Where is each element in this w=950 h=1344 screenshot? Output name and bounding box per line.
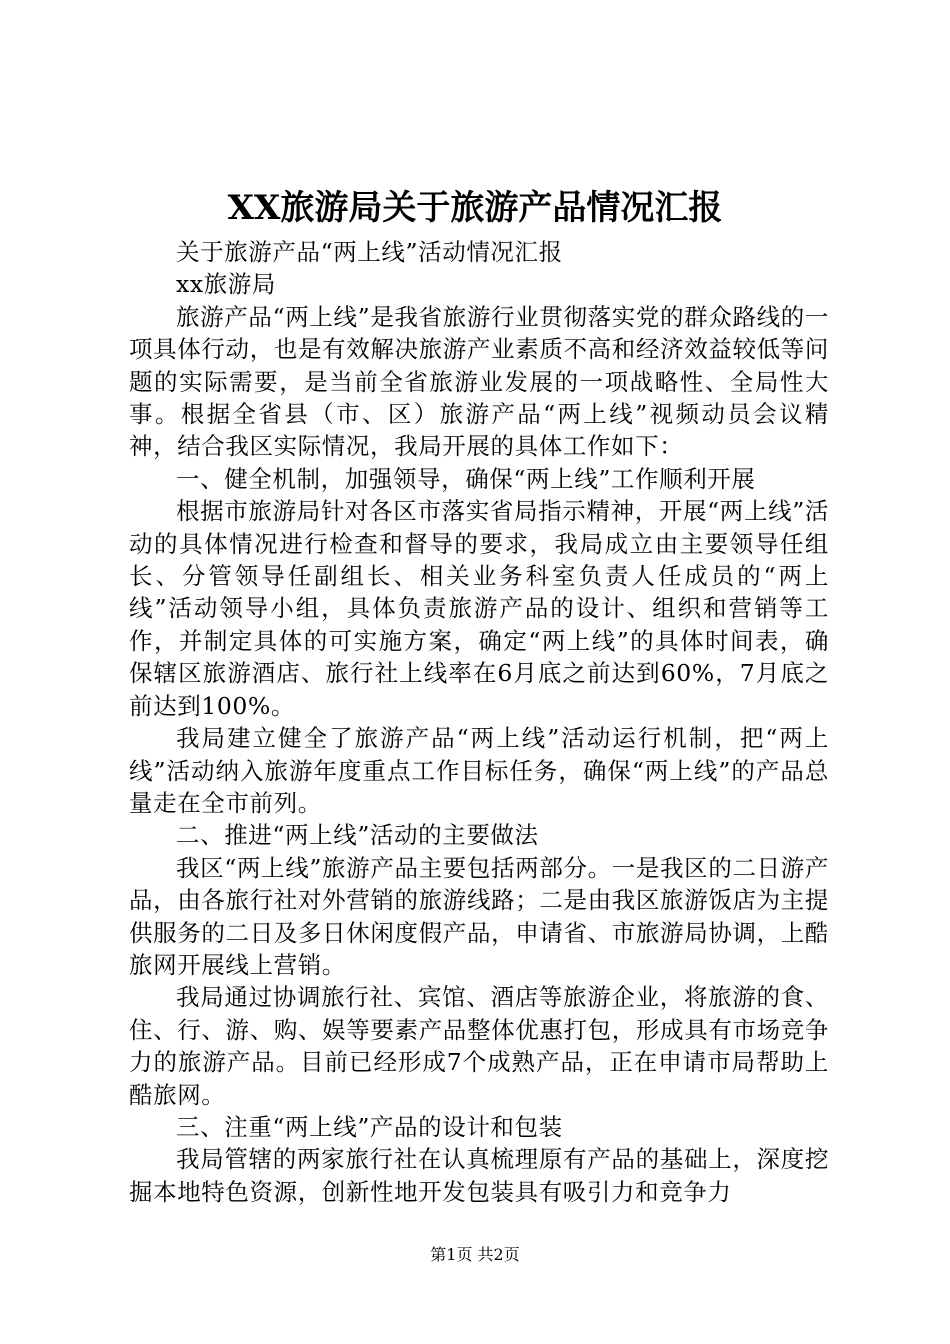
- issuing-organization: xx旅游局: [176, 270, 277, 299]
- report-subtitle: 关于旅游产品“两上线”活动情况汇报: [176, 238, 563, 266]
- intro-paragraph: 旅游产品“两上线”是我省旅游行业贯彻落实党的群众路线的一项具体行动，也是有效解决旅游产业素质不高和经济效益较低等问题的实际需要，是当前全省旅游业发展的一项战略性、全局性大事。根据全省县（市、区）旅游产品“两上线”视频动员会议精神，结合我区实际情况，我局开展的具体工作如下：: [129, 302, 829, 461]
- section-2-paragraph-1: 我区“两上线”旅游产品主要包括两部分。一是我区的二日游产品，由各旅行社对外营销的旅游线路；二是由我区旅游饭店为主提供服务的二日及多日休闲度假产品，申请省、市旅游局协调，上酷旅网开展线上营销。: [129, 853, 829, 979]
- section-1-paragraph-2: 我局建立健全了旅游产品“两上线”活动运行机制，把“两上线”活动纳入旅游年度重点工作目标任务，确保“两上线”的产品总量走在全市前列。: [129, 724, 829, 817]
- section-heading-1: 一、健全机制，加强领导，确保“两上线”工作顺利开展: [176, 464, 756, 493]
- document-title: XX旅游局关于旅游产品情况汇报: [227, 188, 723, 228]
- page-footer: 第1页 共2页: [430, 1245, 520, 1264]
- section-heading-3: 三、注重“两上线”产品的设计和包装: [176, 1112, 563, 1141]
- document-body: [129, 236, 829, 1208]
- section-2-paragraph-2: 我局通过协调旅行社、宾馆、酒店等旅游企业，将旅游的食、住、行、游、购、娱等要素产品整体优惠打包，形成具有市场竞争力的旅游产品。目前已经形成7个成熟产品，正在申请市局帮助上酷旅网。: [129, 983, 829, 1109]
- section-3-paragraph-1: 我局管辖的两家旅行社在认真梳理原有产品的基础上，深度挖掘本地特色资源，创新性地开发包装具有吸引力和竞争力: [129, 1145, 829, 1206]
- section-heading-2: 二、推进“两上线”活动的主要做法: [176, 821, 539, 850]
- section-1-paragraph-1: 根据市旅游局针对各区市落实省局指示精神，开展“两上线”活动的具体情况进行检查和督导的要求，我局成立由主要领导任组长、分管领导任副组长、相关业务科室负责人任成员的“两上线”活动领导小组，具体负责旅游产品的设计、组织和营销等工作，并制定具体的可实施方案，确定“两上线”的具体时间表，确保辖区旅游酒店、旅行社上线率在6月底之前达到60%，7月底之前达到100%。: [129, 497, 829, 720]
